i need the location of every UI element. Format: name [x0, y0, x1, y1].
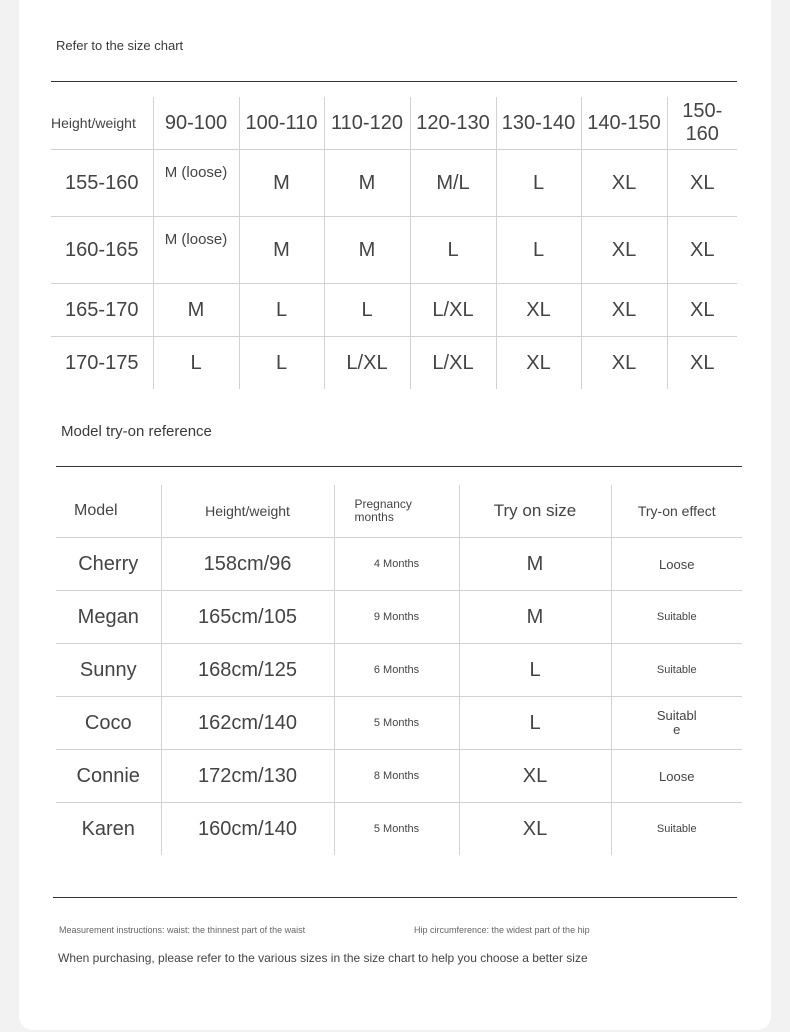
size-cell: L [496, 217, 581, 284]
table-row [56, 591, 742, 644]
size-cell: XL [496, 337, 581, 390]
model-name: Sunny [56, 644, 161, 697]
model-name: Cherry [56, 538, 161, 591]
size-cell: XL [667, 217, 737, 284]
model-height-weight: 165cm/105 [161, 591, 334, 644]
pregnancy-months: 5 Months [334, 697, 459, 750]
model-height-weight: 168cm/125 [161, 644, 334, 697]
table-row [56, 803, 742, 856]
table-row [56, 750, 742, 803]
size-chart-title: Refer to the size chart [56, 38, 184, 53]
size-cell: L [324, 284, 410, 337]
weight-column-header: 110-120 [324, 97, 410, 150]
height-range-cell: 170-175 [51, 337, 153, 390]
try-on-size: M [459, 591, 611, 644]
pregnancy-months: 5 Months [334, 803, 459, 856]
size-cell: M (loose) [153, 150, 239, 217]
model-height-weight: 172cm/130 [161, 750, 334, 803]
weight-column-header: 140-150 [581, 97, 667, 150]
size-cell: XL [496, 284, 581, 337]
size-cell: M/L [410, 150, 496, 217]
try-on-size: XL [459, 750, 611, 803]
pregnancy-months: 4 Months [334, 538, 459, 591]
size-cell: XL [581, 337, 667, 390]
size-cell: XL [667, 150, 737, 217]
purchase-advice-note: When purchasing, please refer to the various sizes in the size chart to help you choose a better size [58, 951, 588, 965]
notes-divider [53, 897, 737, 898]
pregnancy-months: 8 Months [334, 750, 459, 803]
table-row [51, 337, 737, 390]
model-chart-header-row [56, 485, 742, 538]
try-on-effect: Suitable [611, 591, 742, 644]
try-on-effect: Suitabl e [611, 697, 742, 750]
model-name: Karen [56, 803, 161, 856]
weight-column-header: 100-110 [239, 97, 324, 150]
size-cell: M [324, 150, 410, 217]
size-cell: M [153, 284, 239, 337]
height-range-cell: 165-170 [51, 284, 153, 337]
weight-column-header: 120-130 [410, 97, 496, 150]
column-header-height-weight: Height/weight [161, 485, 334, 538]
size-cell: M [239, 217, 324, 284]
size-cell: L/XL [410, 337, 496, 390]
size-cell: XL [581, 217, 667, 284]
table-row [56, 538, 742, 591]
size-cell: M [324, 217, 410, 284]
table-row [51, 284, 737, 337]
weight-column-header: 90-100 [153, 97, 239, 150]
size-cell: XL [667, 337, 737, 390]
pregnancy-months: 9 Months [334, 591, 459, 644]
size-cell: L [239, 284, 324, 337]
try-on-size: XL [459, 803, 611, 856]
size-cell: L/XL [324, 337, 410, 390]
model-name: Coco [56, 697, 161, 750]
size-cell: XL [667, 284, 737, 337]
model-chart-title: Model try-on reference [61, 423, 212, 440]
size-chart-table [51, 97, 737, 389]
column-header-pregnancy-months: Pregnancy months [334, 485, 459, 538]
size-cell: XL [581, 284, 667, 337]
model-name: Megan [56, 591, 161, 644]
model-chart-divider [56, 466, 742, 467]
table-row [56, 644, 742, 697]
size-cell: L [153, 337, 239, 390]
height-range-cell: 155-160 [51, 150, 153, 217]
column-header-try-on-effect: Try-on effect [611, 485, 742, 538]
column-header-model: Model [74, 502, 118, 519]
table-row [51, 217, 737, 284]
try-on-effect: Loose [611, 538, 742, 591]
weight-column-header: 150-160 [667, 97, 737, 150]
model-height-weight: 162cm/140 [161, 697, 334, 750]
model-height-weight: 160cm/140 [161, 803, 334, 856]
size-cell: XL [581, 150, 667, 217]
try-on-size: L [459, 697, 611, 750]
waist-measurement-note: Measurement instructions: waist: the thinnest part of the waist [59, 925, 306, 935]
try-on-size: M [459, 538, 611, 591]
size-cell: L [496, 150, 581, 217]
weight-column-header: 130-140 [496, 97, 581, 150]
corner-label: Height/weight [51, 115, 136, 131]
size-cell: M [239, 150, 324, 217]
table-row [51, 150, 737, 217]
size-cell: L [410, 217, 496, 284]
size-chart-header-row [51, 97, 737, 150]
model-height-weight: 158cm/96 [161, 538, 334, 591]
model-name: Connie [56, 750, 161, 803]
height-range-cell: 160-165 [51, 217, 153, 284]
table-row [56, 697, 742, 750]
pregnancy-months: 6 Months [334, 644, 459, 697]
size-chart-divider [51, 81, 737, 82]
try-on-effect: Suitable [611, 644, 742, 697]
size-cell: L [239, 337, 324, 390]
column-header-try-on-size: Try on size [459, 485, 611, 538]
try-on-effect: Loose [611, 750, 742, 803]
try-on-size: L [459, 644, 611, 697]
model-chart-table [56, 485, 742, 855]
size-cell: M (loose) [153, 217, 239, 284]
hip-measurement-note: Hip circumference: the widest part of the hip [414, 925, 590, 935]
size-cell: L/XL [410, 284, 496, 337]
try-on-effect: Suitable [611, 803, 742, 856]
